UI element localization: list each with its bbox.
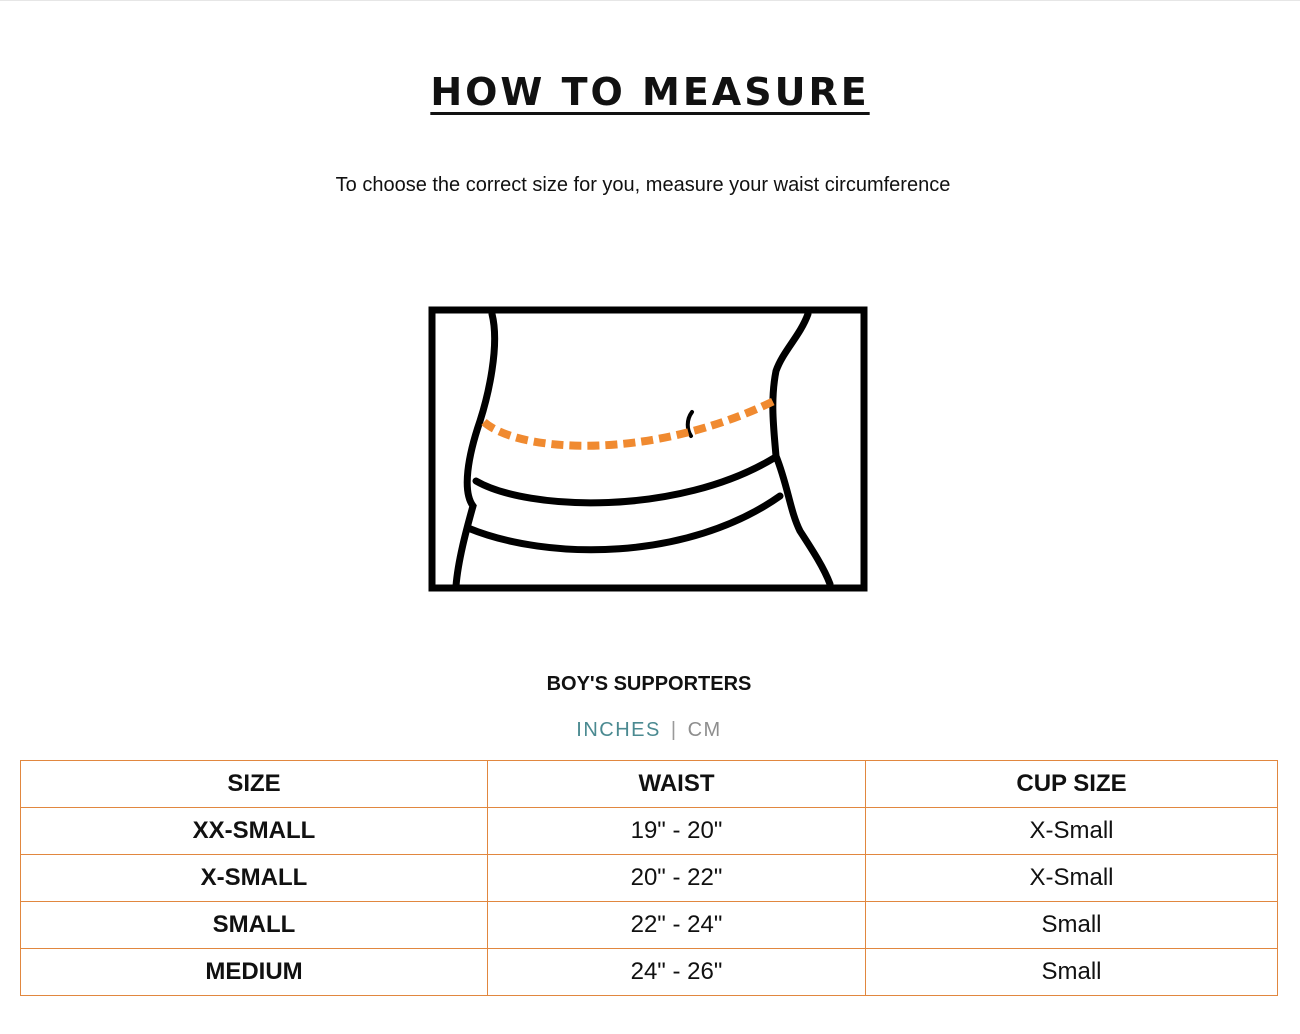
waist-measure-line <box>484 401 774 446</box>
section-heading: BOY'S SUPPORTERS <box>546 673 752 695</box>
cup-cell: X-Small <box>866 855 1278 902</box>
table-header-row <box>21 761 1278 808</box>
size-cell: X-SMALL <box>21 855 488 902</box>
table-row <box>21 949 1278 996</box>
header-cup-size: CUP SIZE <box>866 761 1278 808</box>
unit-inches-tab[interactable]: INCHES <box>576 719 661 741</box>
torso-right-contour <box>773 314 830 584</box>
table-row <box>21 855 1278 902</box>
unit-toggle <box>0 716 1298 744</box>
size-cell: SMALL <box>21 902 488 949</box>
header-size: SIZE <box>21 761 488 808</box>
header-waist: WAIST <box>488 761 866 808</box>
size-cell: MEDIUM <box>21 949 488 996</box>
waist-cell: 19" - 20" <box>488 808 866 855</box>
table-row <box>21 808 1278 855</box>
navel-mark <box>688 412 692 436</box>
unit-separator: | <box>670 719 678 741</box>
cup-cell: Small <box>866 949 1278 996</box>
waist-measurement-icon <box>428 306 870 594</box>
page-title <box>0 68 1300 116</box>
waist-cell: 20" - 22" <box>488 855 866 902</box>
top-divider <box>0 0 1300 1</box>
table-row <box>21 902 1278 949</box>
waistband-top-curve <box>476 458 774 503</box>
size-cell: XX-SMALL <box>21 808 488 855</box>
measure-instructions: To choose the correct size for you, measure your waist circumference <box>335 174 951 196</box>
size-chart-table <box>20 760 1278 996</box>
unit-cm-tab[interactable]: CM <box>687 719 722 741</box>
torso-left-contour <box>456 314 495 586</box>
waist-cell: 22" - 24" <box>488 902 866 949</box>
cup-cell: Small <box>866 902 1278 949</box>
page-title-text: HOW TO MEASURE <box>430 70 870 114</box>
waist-cell: 24" - 26" <box>488 949 866 996</box>
cup-cell: X-Small <box>866 808 1278 855</box>
